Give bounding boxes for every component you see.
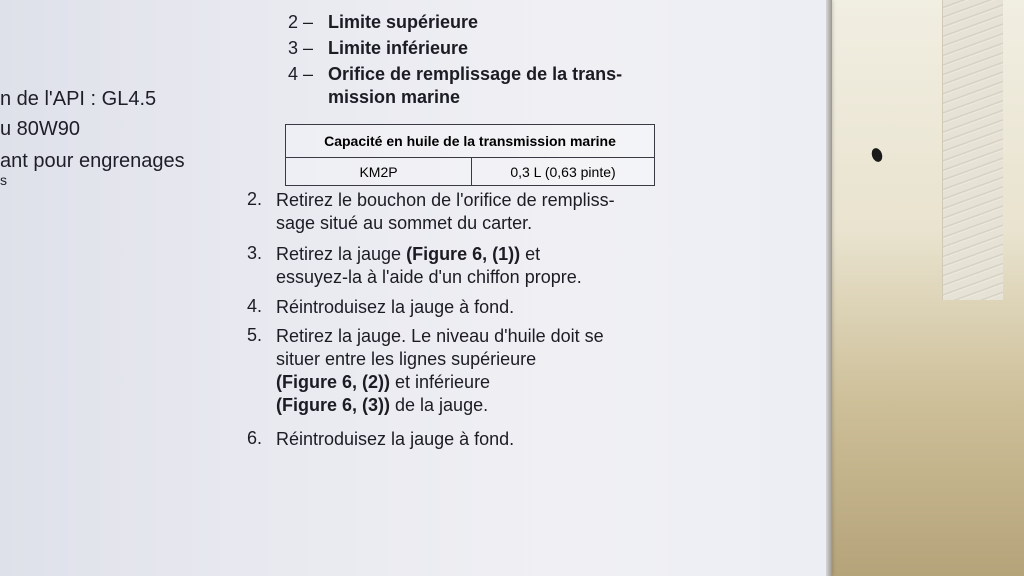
- legend-num: 4 –: [288, 64, 314, 84]
- step-text: [276, 189, 656, 235]
- figure-ref: (Figure 6, (1)): [406, 244, 521, 264]
- legend-text: Limite inférieure: [328, 38, 469, 58]
- table-cell-model: KM2P: [286, 158, 472, 186]
- legend-num: 2 –: [288, 12, 314, 32]
- step-line: essuyez-la à l'aide d'un chiffon propre.: [276, 267, 582, 287]
- step-line-prefix: Retirez la jauge: [276, 244, 407, 264]
- step-number: 6.: [246, 428, 262, 448]
- step-text: [276, 428, 656, 451]
- step-text: [276, 243, 656, 289]
- step-number: 5.: [246, 325, 262, 345]
- step-line: sage situé au sommet du carter.: [276, 213, 533, 233]
- step-number: 2.: [246, 189, 262, 209]
- step-number: 3.: [246, 243, 262, 263]
- ribbed-surface: [942, 0, 1003, 300]
- figure-ref: (Figure 6, (3)): [276, 395, 391, 415]
- legend-item-4: [288, 64, 622, 85]
- step-text: [276, 325, 656, 417]
- left-line-1: n de l'API : GL4.5: [0, 88, 157, 110]
- step-line: [276, 394, 656, 417]
- step-line: Retirez la jauge. Le niveau d'huile doit se: [276, 326, 604, 346]
- step-line-suffix: de la jauge.: [390, 395, 489, 415]
- legend-num: 3 –: [288, 38, 314, 58]
- legend-text: Orifice de remplissage de la trans-: [328, 64, 623, 84]
- page-edge: [826, 0, 832, 576]
- table-cell-capacity: 0,3 L (0,63 pinte): [472, 158, 655, 186]
- step-line: situer entre les lignes supérieure: [276, 349, 537, 369]
- figure-ref: (Figure 6, (2)): [276, 372, 391, 392]
- legend-item-2: [288, 12, 478, 33]
- table-header: Capacité en huile de la transmission marine: [286, 125, 655, 158]
- step-line: Réintroduisez la jauge à fond.: [276, 429, 515, 449]
- legend-item-3: [288, 38, 468, 59]
- capacity-table: [285, 124, 655, 186]
- step-line: [276, 371, 656, 394]
- legend-text: mission marine: [328, 87, 461, 107]
- step-text: [276, 296, 656, 319]
- legend-text: Limite supérieure: [328, 12, 479, 32]
- step-line: [276, 243, 656, 266]
- left-line-2: u 80W90: [0, 118, 81, 140]
- table-row: [286, 158, 655, 186]
- step-line-suffix: et: [520, 244, 541, 264]
- step-line: Retirez le bouchon de l'orifice de rempliss-: [276, 190, 615, 210]
- step-line-suffix: et inférieure: [390, 372, 491, 392]
- step-line: Réintroduisez la jauge à fond.: [276, 297, 515, 317]
- left-line-3: ant pour engrenages: [0, 150, 185, 172]
- step-number: 4.: [246, 296, 262, 316]
- legend-item-4-cont: [288, 87, 460, 108]
- left-line-4: s: [0, 172, 7, 188]
